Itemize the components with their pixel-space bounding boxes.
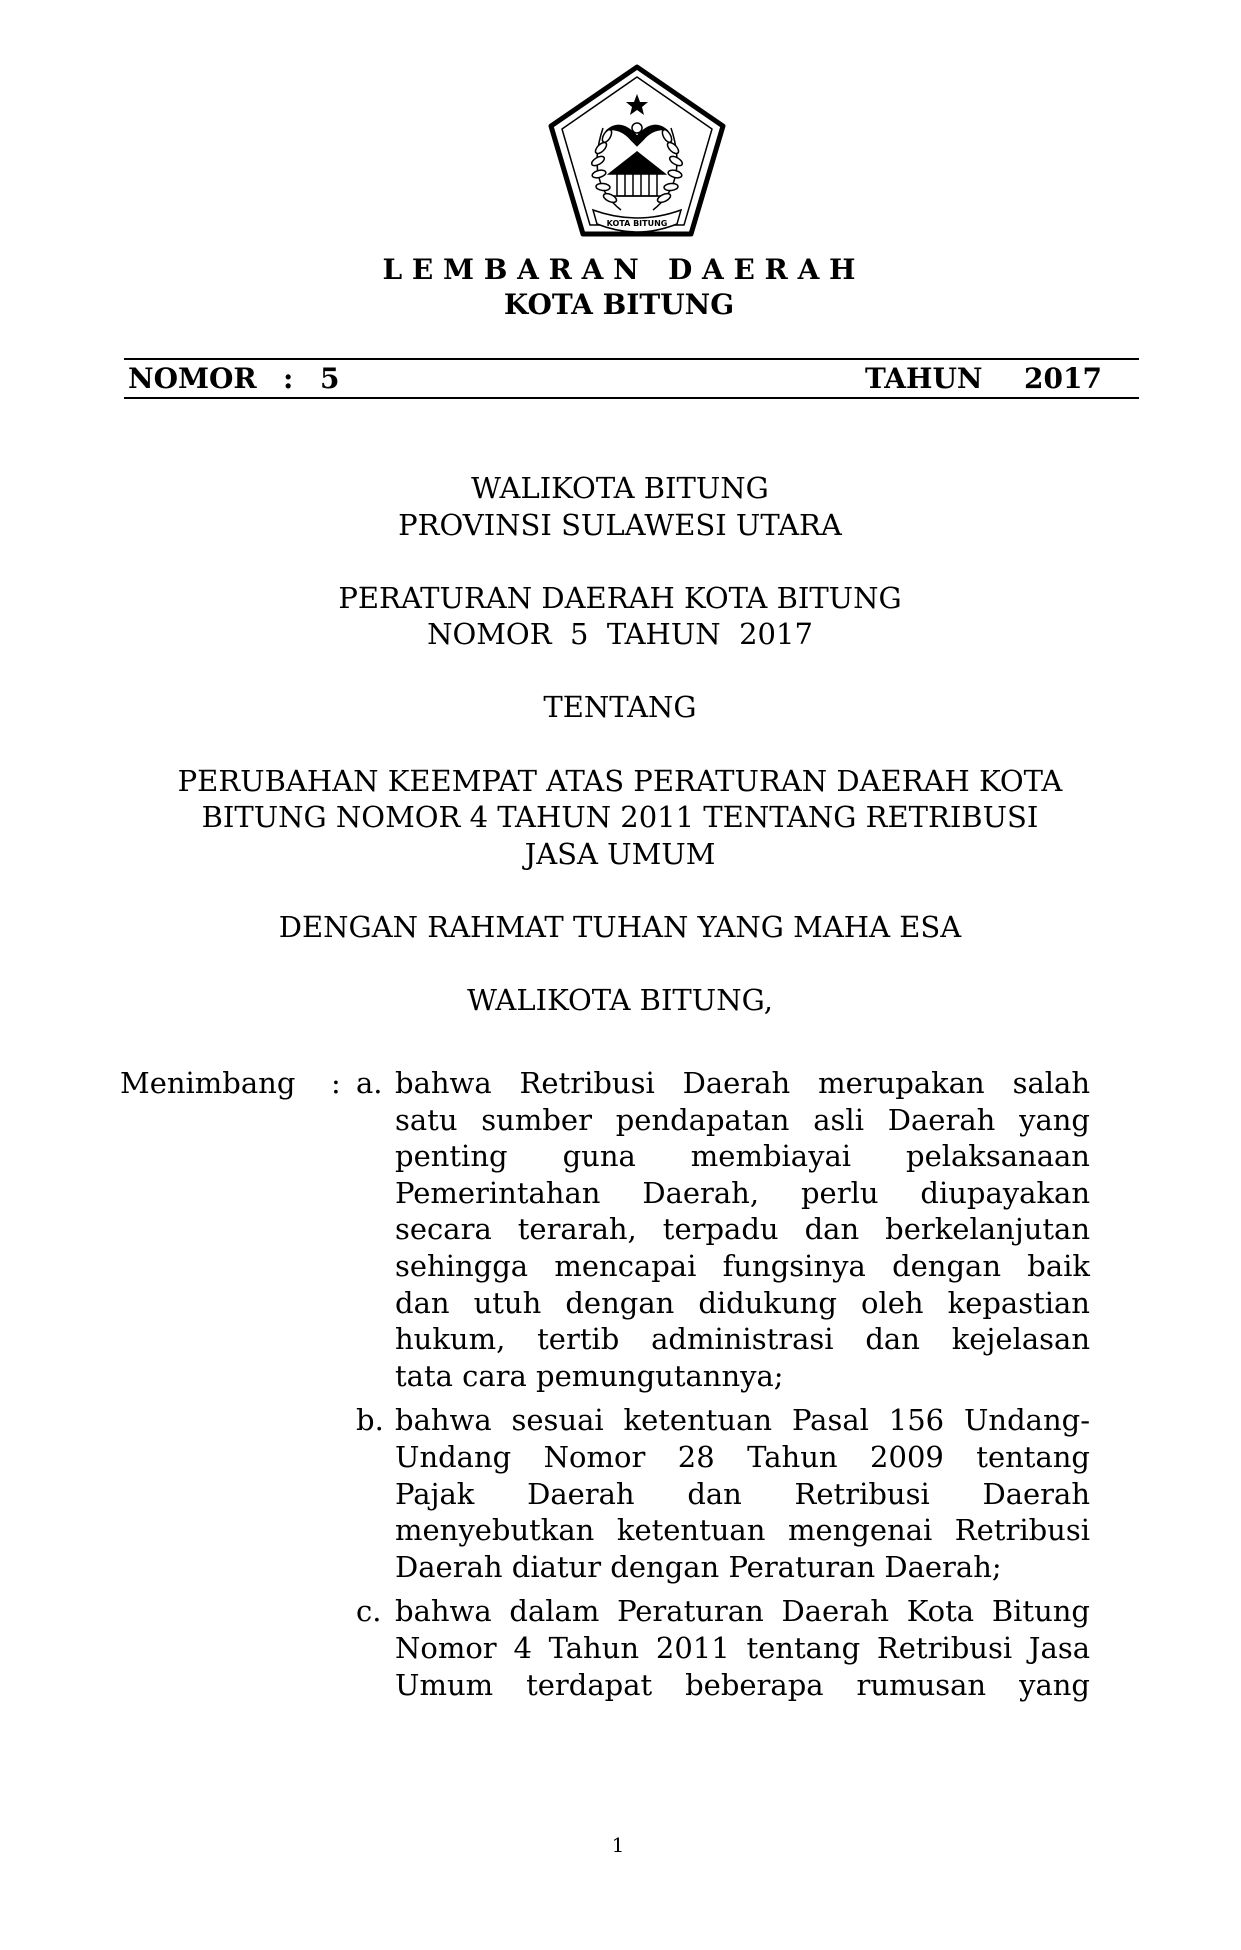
subject-line: BITUNG NOMOR 4 TAHUN 2011 TENTANG RETRIBUSI (201, 800, 1039, 835)
text-line: sehingga mencapai fungsinya dengan baik (395, 1248, 1090, 1283)
considerations-colon: : (331, 1066, 341, 1100)
subject-line: JASA UMUM (524, 836, 716, 871)
spacer (120, 543, 1120, 580)
item-text (395, 1065, 1090, 1394)
text-line: dan utuh dengan didukung oleh kepastian (395, 1285, 1090, 1320)
text-line: secara terarah, terpadu dan berkelanjutan (395, 1212, 1090, 1247)
text-line: penting guna membiayai pelaksanaan (395, 1139, 1090, 1174)
text-line: Nomor 4 Tahun 2011 tentang Retribusi Jasa (395, 1630, 1090, 1665)
regulation-heading (120, 470, 1120, 1018)
subject-line: PERUBAHAN KEEMPAT ATAS PERATURAN DAERAH KOTA (177, 763, 1063, 798)
number-value: 5 (320, 362, 340, 395)
invocation-line: DENGAN RAHMAT TUHAN YANG MAHA ESA (278, 909, 962, 944)
item-marker: a. (356, 1066, 383, 1100)
enactor-line: WALIKOTA BITUNG, (467, 982, 773, 1017)
consideration-item (356, 1402, 1090, 1585)
gazette-title: L E M B A R A N D A E R A H (382, 253, 856, 286)
text-line: Umum terdapat beberapa rumusan yang (395, 1667, 1090, 1702)
text-line: tata cara pemungutannya; (395, 1358, 784, 1393)
page-number: 1 (611, 1833, 625, 1857)
emblem-outer-pentagon (551, 67, 723, 234)
text-line: Undang Nomor 28 Tahun 2009 tentang (395, 1439, 1090, 1474)
year-label: TAHUN (865, 362, 983, 395)
gazette-city: KOTA BITUNG (503, 288, 735, 321)
text-line: satu sumber pendapatan asli Daerah yang (395, 1102, 1090, 1137)
text-line: Daerah diatur dengan Peraturan Daerah; (395, 1549, 1002, 1584)
province-line: PROVINSI SULAWESI UTARA (398, 507, 842, 542)
regulation-title-line: PERATURAN DAERAH KOTA BITUNG (338, 580, 902, 615)
consideration-item (356, 1593, 1090, 1703)
item-marker: c. (356, 1594, 382, 1629)
city-emblem-logo (547, 62, 727, 242)
number-colon: : (283, 362, 294, 395)
consideration-item (356, 1065, 1090, 1394)
item-marker: b. (356, 1403, 384, 1438)
regulation-number-line: NOMOR 5 TAHUN 2017 (427, 617, 813, 652)
text-line: bahwa dalam Peraturan Daerah Kota Bitung (395, 1594, 1090, 1629)
text-line: bahwa Retribusi Daerah merupakan salah (395, 1066, 1090, 1100)
spacer (120, 653, 1120, 690)
year-value: 2017 (1024, 362, 1102, 395)
number-label: NOMOR (128, 362, 257, 395)
considerations-label: Menimbang (120, 1066, 296, 1100)
emblem-banner-text: KOTA BITUNG (606, 219, 668, 228)
text-line: Pemerintahan Daerah, perlu diupayakan (395, 1175, 1090, 1210)
authority-line: WALIKOTA BITUNG (471, 471, 769, 505)
text-line: Pajak Daerah dan Retribusi Daerah (395, 1476, 1090, 1511)
about-label: TENTANG (543, 690, 697, 725)
spacer (120, 726, 1120, 763)
emblem-bird-head (632, 123, 642, 133)
item-text (395, 1593, 1090, 1703)
number-bar-top-rule (124, 358, 1139, 360)
spacer (120, 945, 1120, 982)
spacer (120, 872, 1120, 909)
considerations-list (356, 1065, 1090, 1711)
text-line: bahwa sesuai ketentuan Pasal 156 Undang- (395, 1403, 1090, 1438)
text-line: hukum, tertib administrasi dan kejelasan (395, 1322, 1090, 1357)
number-bar-bottom-rule (124, 397, 1139, 399)
item-text (395, 1402, 1090, 1585)
text-line: menyebutkan ketentuan mengenai Retribusi (395, 1513, 1090, 1548)
